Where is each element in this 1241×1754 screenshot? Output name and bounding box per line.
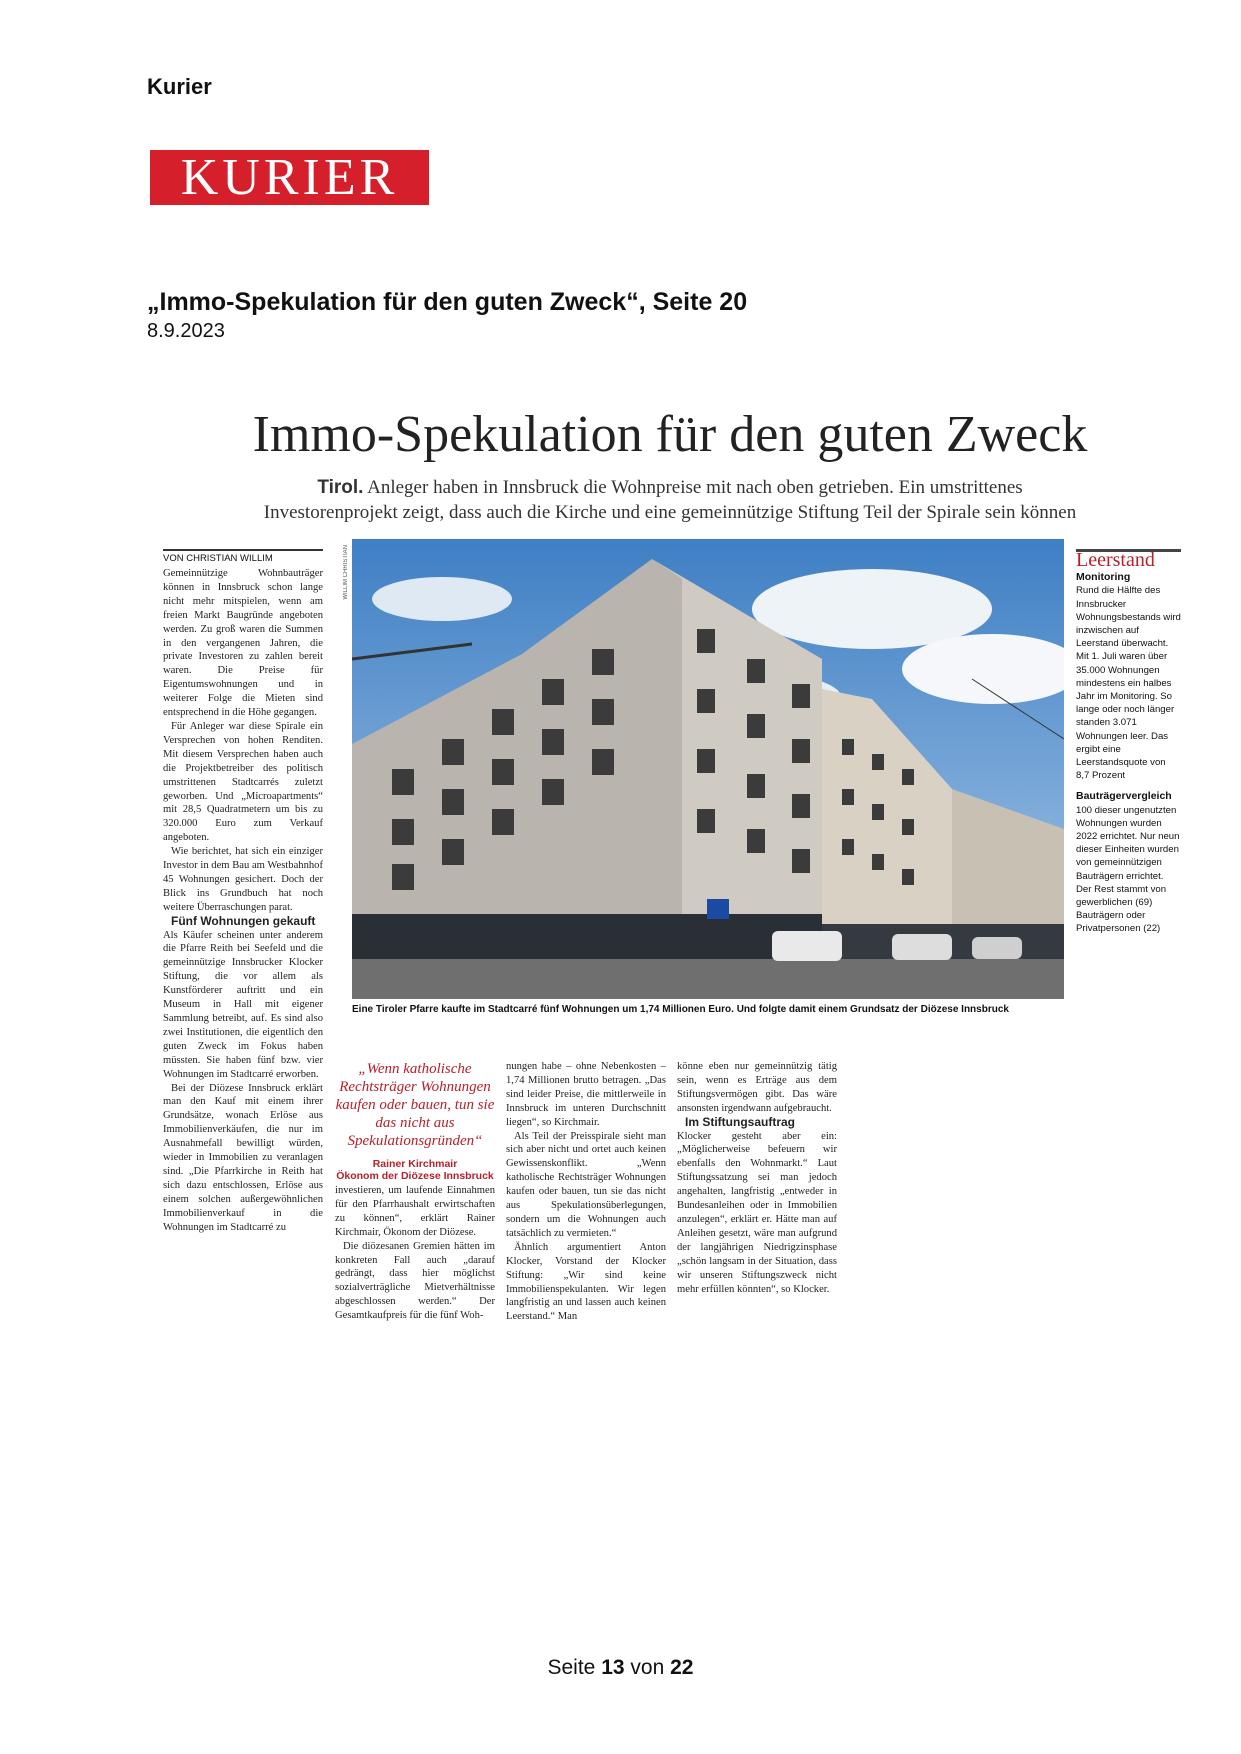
sidebar-text: 100 dieser ungenutzten Wohnungen wurden 2022 errichtet. Nur neun dieser Einheiten wurden von gemeinnützigen Bauträgern errichtet. Der Rest stammt von gewerblichen (69) Bauträgern oder Privatpersonen (22) [1076,804,1180,935]
article-headline: Immo-Spekulation für den guten Zweck [252,406,1088,463]
lead-kicker: Tirol. [317,477,364,498]
sidebar-heading: Monitoring [1076,571,1131,584]
article-column-1 [163,567,323,1367]
footer-page-number: 13 [601,1656,625,1679]
document-title: „Immo-Spekulation für den guten Zweck“, Seite 20 [147,288,748,316]
paragraph: Ähnlich argumentiert Anton Klocker, Vorstand der Klocker Stiftung: „Wir sind keine Immobilienspekulanten. Wir legen langfristig an und lassen auch keinen Leerstand.“ Man [506,1241,666,1323]
sidebar-heading: Bauträgervergleich [1076,790,1172,803]
paragraph: Für Anleger war diese Spirale ein Versprechen von hohen Renditen. Mit diesem Versprechen haben auch die Projektbetreiber des politisch umstrittenen Stadtcarrés zuletzt geworben. Und „Microapartments“ mit 28,5 Quadratmetern um bis zu 320.000 Euro zum Verkauf angeboten. [163,720,323,844]
subheading: Fünf Wohnungen gekauft [171,913,316,928]
article-column-2 [335,1184,495,1374]
paragraph: Wie berichtet, hat sich ein einziger Investor in dem Bau am Westbahnhof 45 Wohnungen gesichert. Doch der Blick ins Grundbuch hat noch weitere Überraschungen parat. [163,846,323,913]
building-photo-illustration [352,539,1064,999]
paragraph: Gemeinnützige Wohnbauträger können in Innsbruck schon lange nicht mehr mitspielen, wenn am freien Markt Baugründe angeboten werden. Zu groß waren die Summen in den vergangenen Jahren, die private Investoren zu zahlen bereit waren. Die Preise für Eigentumswohnungen und in weiterer Folge die Mieten sind entsprechend in die Höhe gegangen. [163,568,323,719]
building-photo [352,539,1064,999]
photo-credit: WILLIM CHRISTIAN [343,545,349,600]
paragraph: Als Teil der Preisspirale sieht man sich aber nicht und ortet auch keinen Gewissenskonflikt. „Wenn katholische Rechtsträger Wohnungen kaufen oder bauen, tun sie das nicht aus Spekulationsüberlegungen, sondern um die Wohnungen auch tatsächlich zu vermieten.“ [506,1130,666,1239]
pull-quote: „Wenn katholische Rechtsträger Wohnungen kaufen oder bauen, tun sie das nicht aus Spekulationsgründen“ [335,1061,495,1149]
article-column-3 [506,1060,666,1374]
sidebar-text: Rund die Hälfte des Innsbrucker Wohnungsbestands wird inzwischen auf Leerstand überwacht. Mit 1. Juli waren über 35.000 Wohnungen mindestens ein halbes Jahr im Monitoring. So lange oder noch länger standen 3.071 Wohnungen leer. Das ergibt eine Leerstandsquote von 8,7 Prozent [1076,585,1181,782]
footer-page-total: 22 [670,1656,694,1679]
article-column-4 [677,1060,837,1374]
pull-quote-box [335,1060,495,1182]
pull-quote-author: Rainer Kirchmair [372,1158,458,1170]
paragraph: könne eben nur gemeinnützig tätig sein, wenn es Erträge aus dem Stiftungsvermögen gibt. Das wäre ansonsten irgendwann aufgebraucht. [677,1061,837,1114]
paragraph: Klocker gesteht aber ein: „Möglicherweise befeuern wir ebenfalls den Wohnmarkt.“ Laut Stiftungssatzung sei man jedoch angehalten, langfristig „entweder in Bundesanleihen oder in Immobilien anzulegen“, erklärt er. Hätte man auf Anleihen gesetzt, wäre man aufgrund der langjährigen Niedrigzinsphase „schön langsam in der Situation, dass wir unseren Stiftungszweck nicht mehr erfüllen könnten“, so Klocker. [677,1130,837,1295]
sidebar-box [1076,549,1181,936]
photo-caption: Eine Tiroler Pfarre kaufte im Stadtcarré fünf Wohnungen um 1,74 Millionen Euro. Und folgte damit einem Grundsatz der Diözese Innsbruck [352,1004,1009,1015]
subheading: Im Stiftungsauftrag [685,1114,795,1129]
article-lead-line-1 [160,477,1180,499]
document-date: 8.9.2023 [147,320,225,342]
kurier-logo: KURIER [150,150,429,205]
paragraph: investieren, um laufende Einnahmen für den Pfarrhaushalt erwirtschaften zu können“, erklärt Rainer Kirchmair, Ökonom der Diözese. [335,1185,495,1238]
pull-quote-role: Ökonom der Diözese Innsbruck [336,1170,494,1182]
source-label: Kurier [147,74,212,99]
byline: VON CHRISTIAN WILLIM [163,549,323,564]
article-lead-line-2: Investorenprojekt zeigt, dass auch die Kirche und eine gemeinnützige Stiftung Teil der Spirale sein können [263,502,1077,523]
paragraph: Als Käufer scheinen unter anderem die Pfarre Reith bei Seefeld und die gemeinnützige Innsbrucker Klocker Stiftung, die vor allem als Kunstförderer auftritt und ein Museum in Hall mit eigener Sammlung betreibt, auf. Es sind also zwei Institutionen, die eigentlich den guten Zweck im Fokus haben müssten. Sie haben fünf bzw. vier Wohnungen im Stadtcarré erworben. [163,929,323,1080]
paragraph: Die diözesanen Gremien hätten im konkreten Fall auch „darauf gedrängt, dass hier möglichst sozialverträgliche Mietverhältnisse abgeschlossen werden.“ Der Gesamtkaufpreis für die fünf Woh- [335,1240,495,1322]
footer-middle: von [630,1656,665,1679]
footer-prefix: Seite [547,1656,596,1679]
sidebar-title: Leerstand [1076,549,1181,567]
paragraph: Bei der Diözese Innsbruck erklärt man den Kauf mit einem ihrer Grundsätze, wonach Erlöse aus Immobilienverkäufen, die nur im Ausnahmefall bewilligt würden, wieder in Immobilien zu veranlagen sind. „Die Pfarrkirche in Reith hat sich dazu entschlossen, Erlöse aus einem solchen außergewöhnlichen Immobilienverkauf in die Wohnungen im Stadtcarré zu [163,1082,323,1233]
lead-text-1: Anleger haben in Innsbruck die Wohnpreise mit nach oben getrieben. Ein umstrittenes [367,477,1023,498]
paragraph: nungen habe – ohne Nebenkosten – 1,74 Millionen brutto betragen. „Das sind leider Preise, die mittlerweile in Innsbruck im unteren Durchschnitt liegen“, so Kirchmair. [506,1061,666,1128]
page-footer [0,1656,1241,1680]
